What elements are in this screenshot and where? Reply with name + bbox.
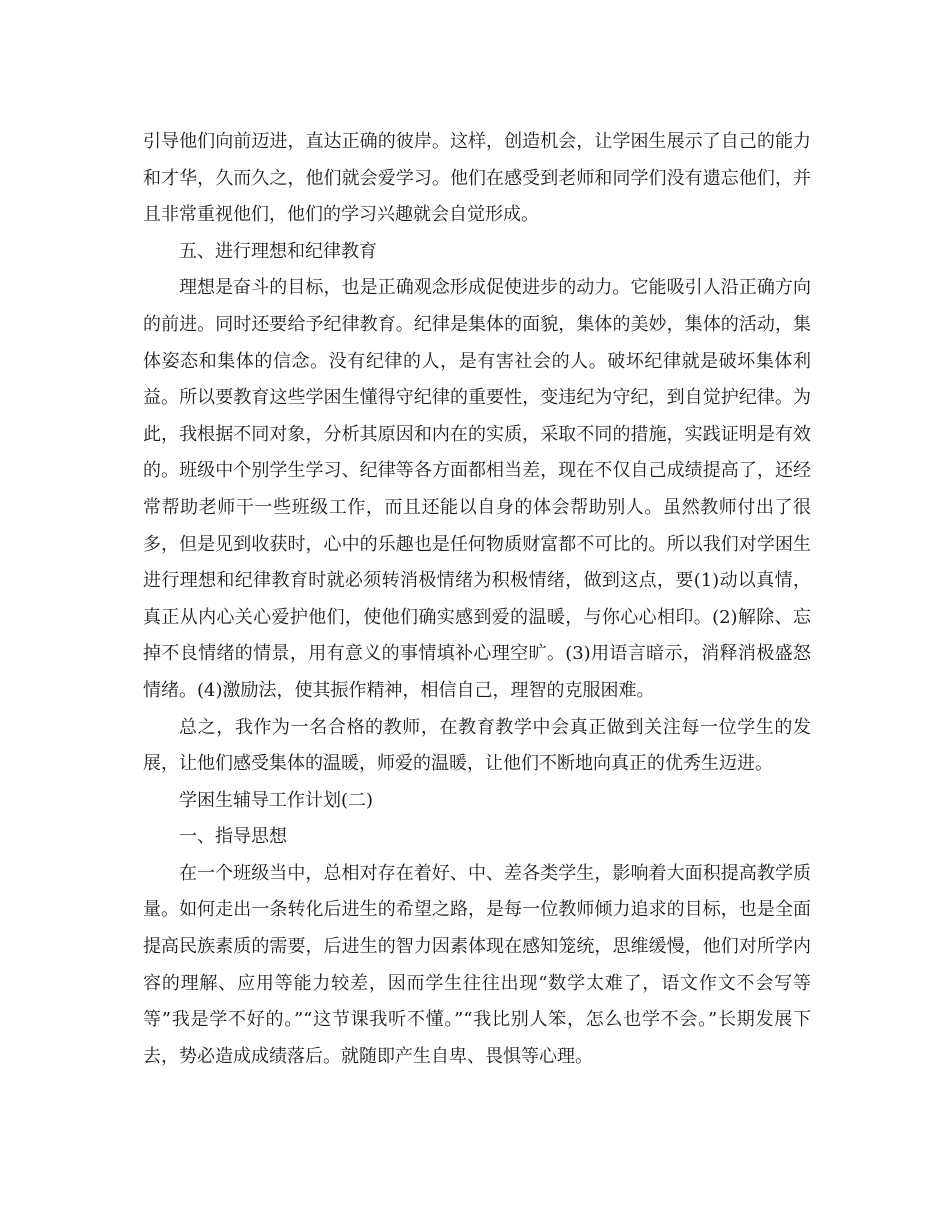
section-heading-ideal-discipline: 五、进行理想和纪律教育 <box>179 240 377 262</box>
section-heading-guiding-thought: 一、指导思想 <box>179 826 287 848</box>
document-body <box>143 124 811 1075</box>
paragraph-ideal-discipline: 理想是奋斗的目标，也是正确观念形成促使进步的动力。它能吸引人沿正确方向的前进。同时还要给予纪律教育。纪律是集体的面貌，集体的美妙，集体的活动，集体姿态和集体的信念。没有纪律的人，是有害社会的人。破坏纪律就是破坏集体利益。所以要教育这些学困生懂得守纪律的重要性，变违纪为守纪，到自觉护纪律。为此，我根据不同对象，分析其原因和内在的实质，采取不同的措施，实践证明是有效的。班级中个别学生学习、纪律等各方面都相当差，现在不仅自己成绩提高了，还经常帮助老师干一些班级工作，而且还能以自身的体会帮助别人。虽然教师付出了很多，但是见到收获时，心中的乐趣也是任何物质财富都不可比的。所以我们对学困生进行理想和纪律教育时就必须转消极情绪为积极情绪，做到这点，要(1)动以真情，真正从内心关心爱护他们，使他们确实感到爱的温暖，与你心心相印。(2)解除、忘掉不良情绪的情景，用有意义的事情填补心理空旷。(3)用语言暗示，消释消极盛怒情绪。(4)激励法，使其振作精神，相信自己，理智的克服困难。 <box>143 277 811 701</box>
paragraph-continuation: 引导他们向前迈进，直达正确的彼岸。这样，创造机会，让学困生展示了自己的能力和才华，久而久之，他们就会爱学习。他们在感受到老师和同学们没有遗忘他们，并且非常重视他们，他们的学习兴趣就会自觉形成。 <box>143 131 811 226</box>
paragraph-guiding-thought: 在一个班级当中，总相对存在着好、中、差各类学生，影响着大面积提高教学质量。如何走出一条转化后进生的希望之路，是每一位教师倾力追求的目标，也是全面提高民族素质的需要，后进生的智力因素体现在感知笼统，思维缓慢，他们对所学内容的理解、应用等能力较差，因而学生往往出现“数学太难了，语文作文不会写等等”我是学不好的。”“这节课我听不懂。”“我比别人笨，怎么也学不会。”长期发展下去，势必造成成绩落后。就随即产生自卑、畏惧等心理。 <box>143 862 811 1067</box>
document-subtitle: 学困生辅导工作计划(二) <box>179 789 374 811</box>
paragraph-conclusion: 总之，我作为一名合格的教师，在教育教学中会真正做到关注每一位学生的发展，让他们感受集体的温暖，师爱的温暖，让他们不断地向真正的优秀生迈进。 <box>143 716 811 775</box>
